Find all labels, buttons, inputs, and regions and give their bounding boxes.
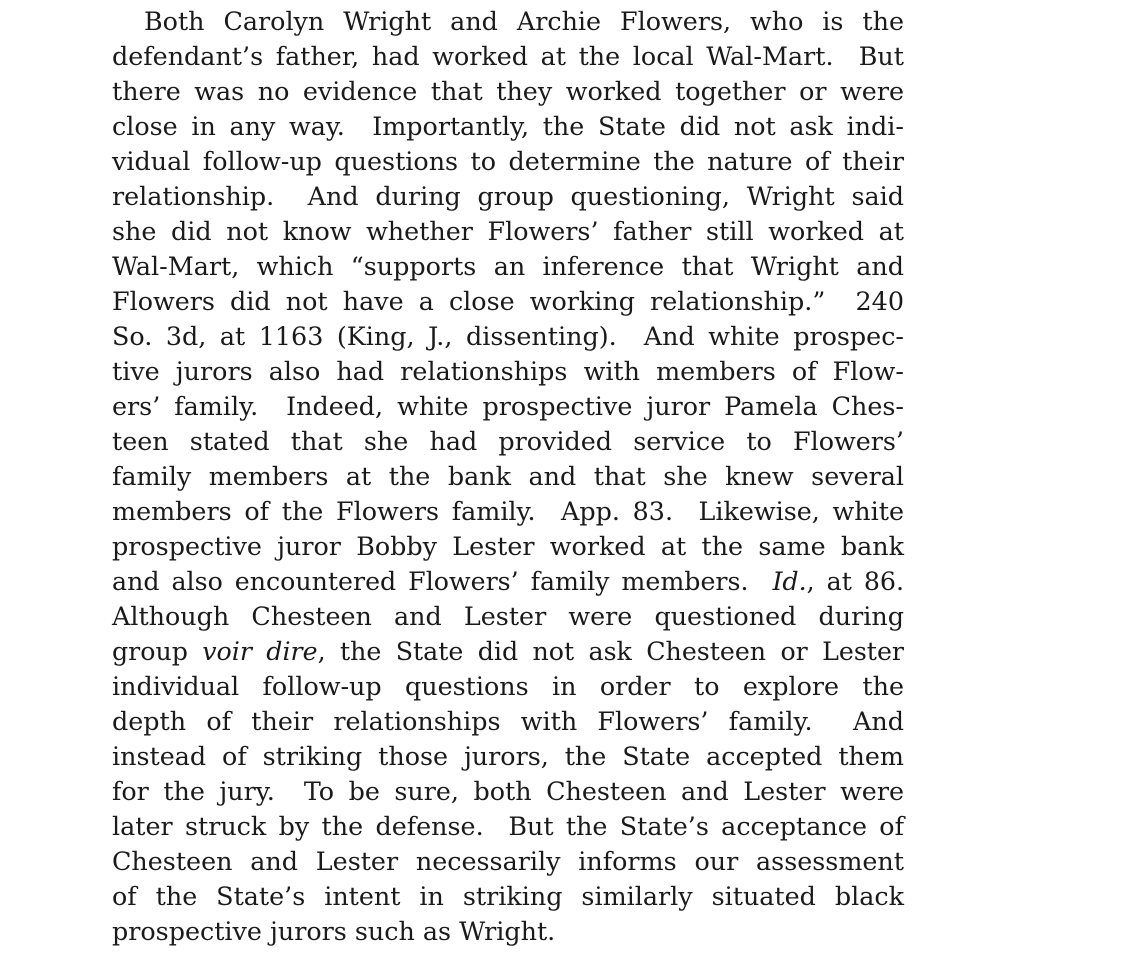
voir-dire-term: voir dire	[202, 637, 318, 666]
text-line: defendant’s father, had worked at the local Wal-Mart. But	[112, 41, 904, 71]
text-line: teen stated that she had provided service to Flowers’	[112, 426, 904, 456]
text-line: prospective juror Bobby Lester worked at the same bank	[112, 531, 904, 561]
text-line: Although Chesteen and Lester were questioned during	[112, 601, 904, 631]
text-line: Both Carolyn Wright and Archie Flowers, who is the	[144, 6, 904, 36]
text-line: group voir dire, the State did not ask Chesteen or Lester	[112, 637, 904, 666]
text-line: instead of striking those jurors, the State accepted them	[112, 741, 904, 771]
text-line: members of the Flowers family. App. 83. Likewise, white	[112, 496, 904, 526]
body-paragraph	[112, 4, 904, 949]
text-line: tive jurors also had relationships with members of Flow-	[112, 356, 904, 386]
text-line: prospective jurors such as Wright.	[112, 916, 556, 946]
text-line: she did not know whether Flowers’ father still worked at	[112, 216, 904, 246]
text-line: individual follow-up questions in order to explore the	[112, 671, 904, 701]
text-line: Chesteen and Lester necessarily informs our assessment	[112, 846, 904, 876]
text-line: for the jury. To be sure, both Chesteen and Lester were	[112, 776, 904, 806]
text-line: and also encountered Flowers’ family members. Id., at 86.	[112, 567, 904, 596]
text-line: Wal-Mart, which “supports an inference that Wright and	[112, 251, 904, 281]
text-line: there was no evidence that they worked together or were	[112, 76, 904, 106]
text-line: relationship. And during group questioning, Wright said	[112, 181, 904, 211]
text-line: ers’ family. Indeed, white prospective juror Pamela Ches-	[112, 391, 904, 421]
text-line: close in any way. Importantly, the State did not ask indi-	[112, 111, 904, 141]
text-line: Flowers did not have a close working relationship.” 240	[112, 286, 904, 316]
citation-id: Id.	[772, 567, 807, 596]
text-line: vidual follow-up questions to determine the nature of their	[112, 146, 904, 176]
text-line: of the State’s intent in striking similarly situated black	[112, 881, 904, 911]
text-line: So. 3d, at 1163 (King, J., dissenting). And white prospec-	[112, 321, 904, 351]
text-line: depth of their relationships with Flowers’ family. And	[112, 706, 904, 736]
text-line: family members at the bank and that she knew several	[112, 461, 904, 491]
text-line: later struck by the defense. But the State’s acceptance of	[112, 811, 904, 841]
